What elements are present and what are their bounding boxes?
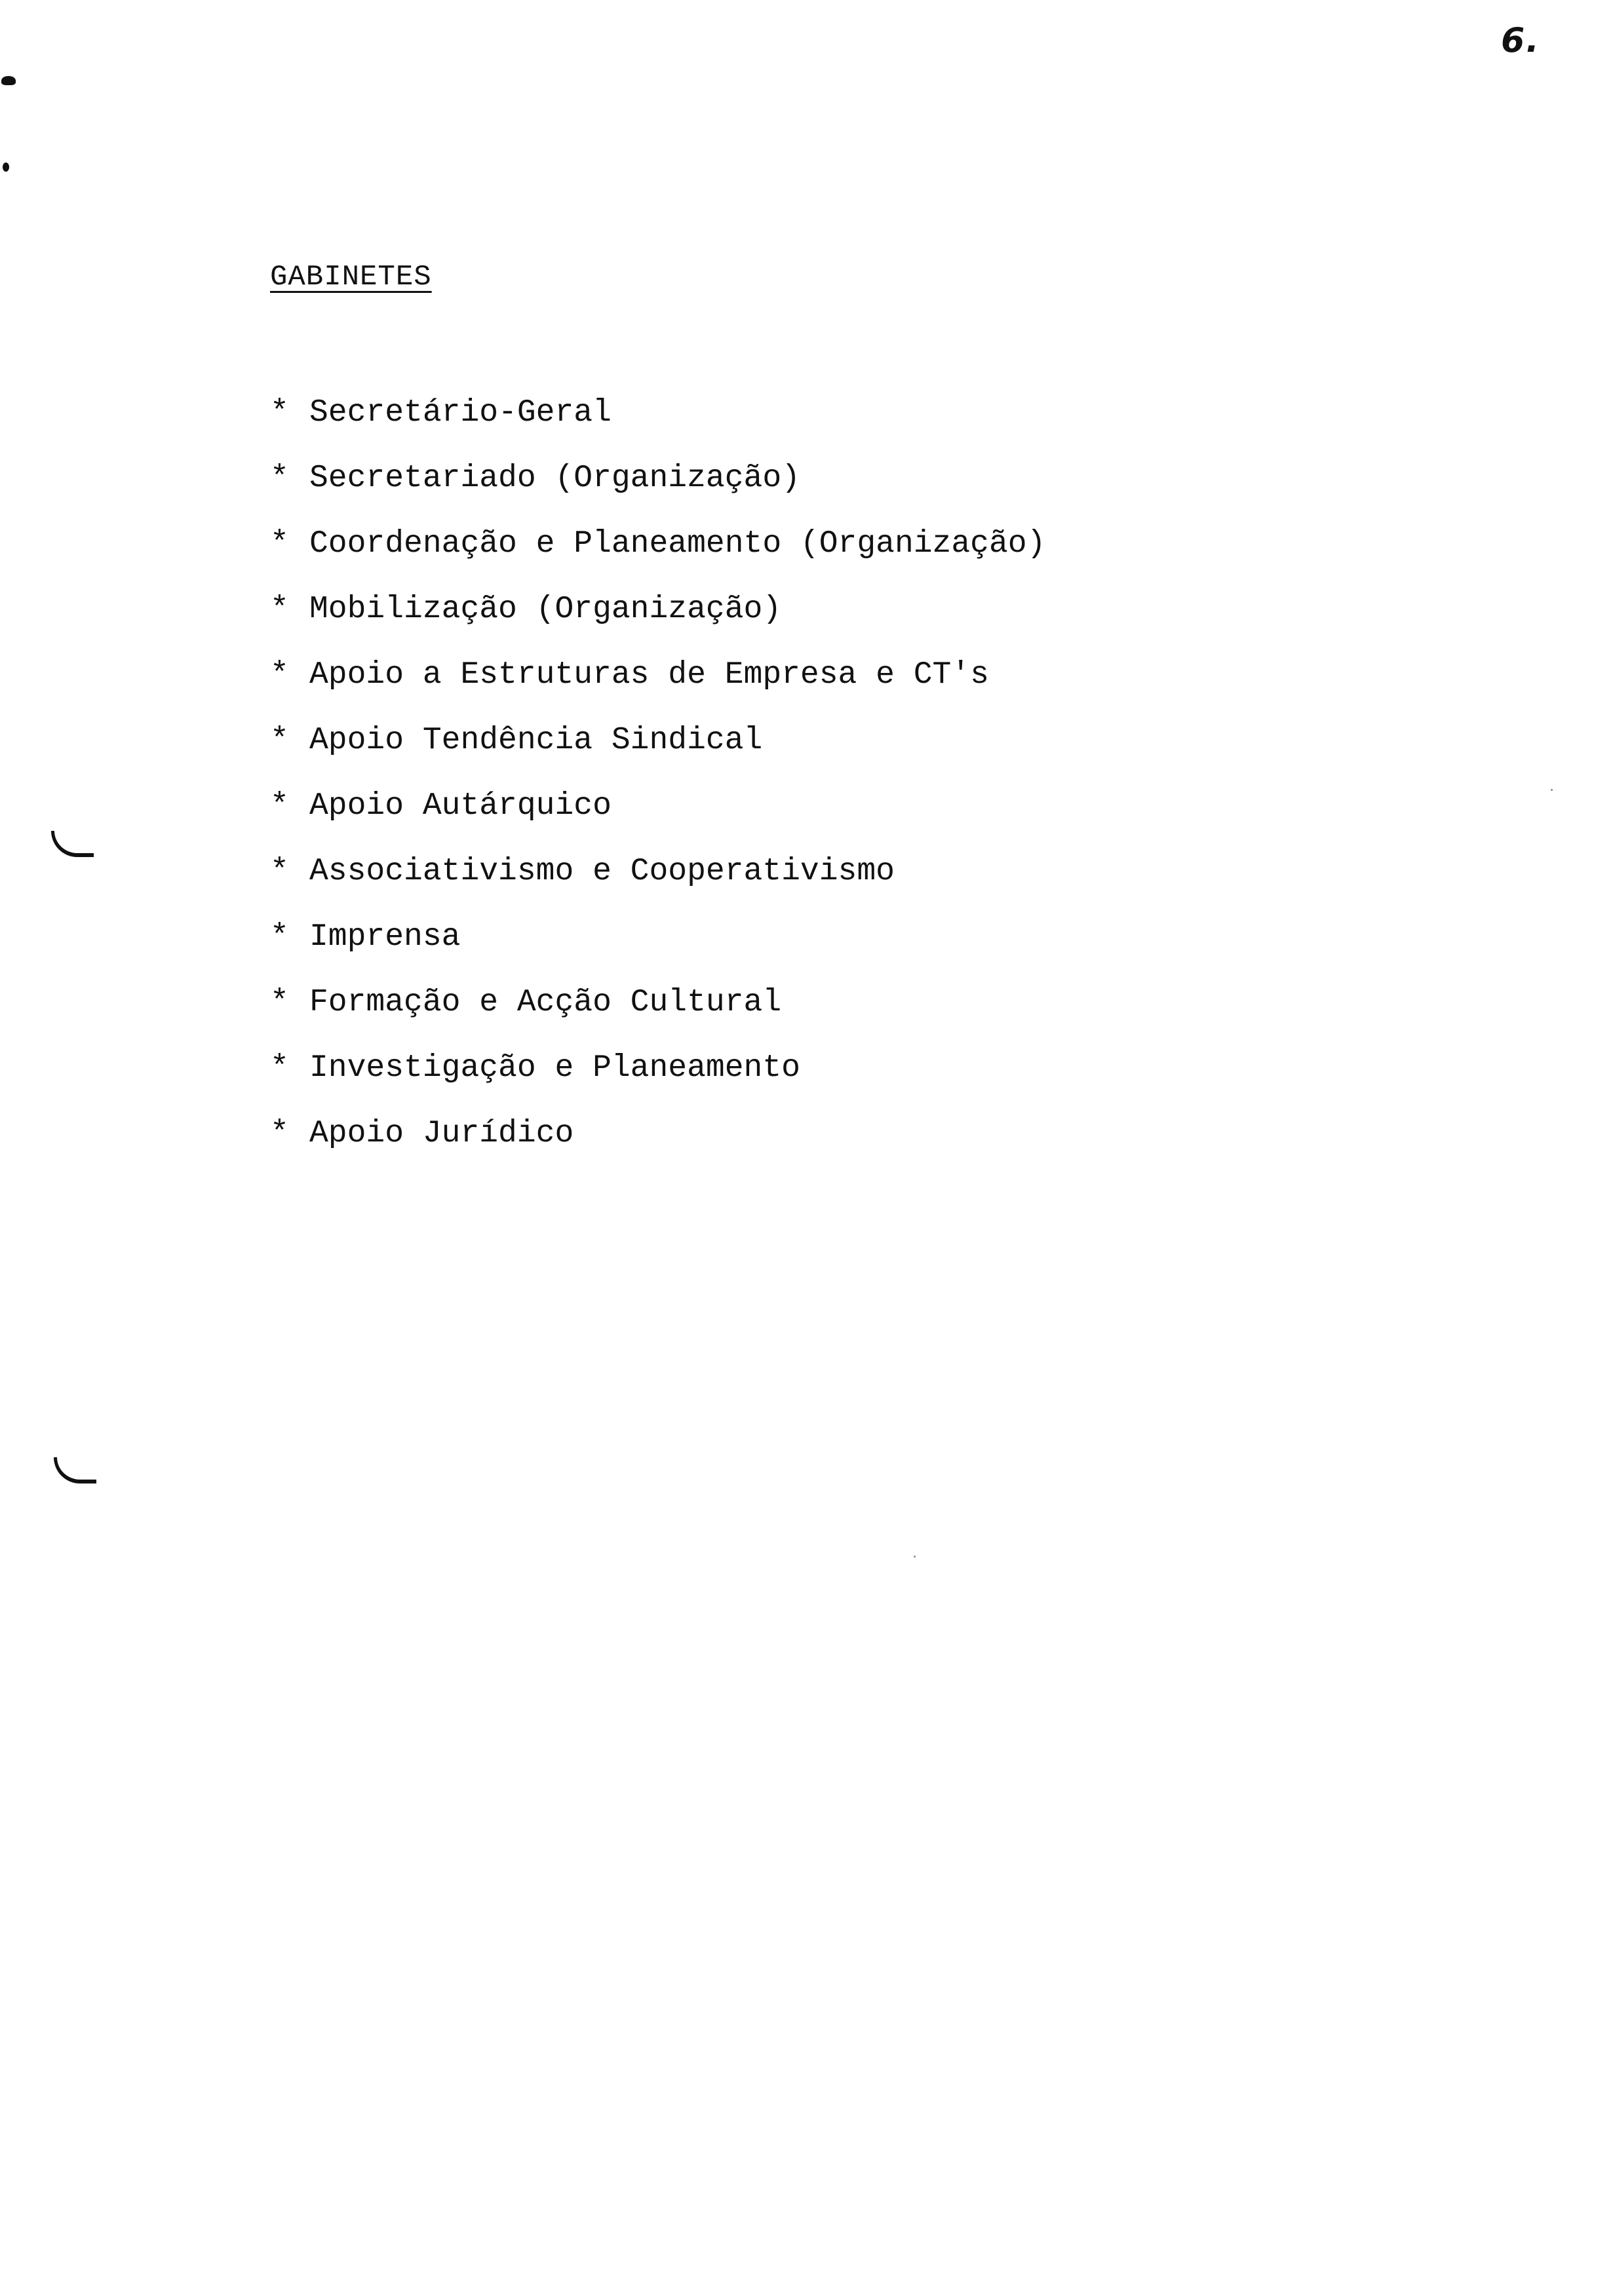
bullet-asterisk: *: [270, 526, 289, 562]
punch-hole-mark: [1, 76, 16, 85]
scan-speck: [914, 1556, 916, 1558]
binder-mark-lower: [54, 1457, 96, 1483]
list-item-label: Secretário-Geral: [309, 395, 612, 430]
list-item: [270, 583, 1045, 649]
list-item: [270, 518, 1045, 583]
scan-speck: [1551, 789, 1553, 791]
list-item: [270, 1107, 1045, 1173]
list-item-label: Formação e Acção Cultural: [309, 985, 782, 1020]
list-item: [270, 452, 1045, 518]
bullet-asterisk: *: [270, 461, 289, 496]
list-item: [270, 976, 1045, 1042]
list-item: [270, 649, 1045, 714]
list-item-label: Apoio a Estruturas de Empresa e CT's: [309, 657, 989, 693]
bullet-asterisk: *: [270, 592, 289, 627]
list-item: [270, 911, 1045, 976]
list-item-label: Investigação e Planeamento: [309, 1050, 800, 1086]
bullet-asterisk: *: [270, 657, 289, 693]
list-item-label: Imprensa: [309, 919, 461, 955]
binder-mark-upper: [51, 831, 94, 857]
bullet-asterisk: *: [270, 854, 289, 889]
list-item-label: Coordenação e Planeamento (Organização): [309, 526, 1046, 562]
list-item-label: Secretariado (Organização): [309, 461, 800, 496]
list-item: [270, 845, 1045, 911]
list-item-label: Apoio Autárquico: [309, 788, 612, 824]
bullet-asterisk: *: [270, 395, 289, 430]
list-item-label: Mobilização (Organização): [309, 592, 782, 627]
bullet-asterisk: *: [270, 985, 289, 1020]
list-item: [270, 714, 1045, 780]
list-item-label: Associativismo e Cooperativismo: [309, 854, 895, 889]
bullet-asterisk: *: [270, 1116, 289, 1151]
bullet-asterisk: *: [270, 788, 289, 824]
page-number: 6.: [1501, 21, 1540, 60]
section-heading: GABINETES: [270, 261, 432, 294]
bullet-asterisk: *: [270, 1050, 289, 1086]
list-item: [270, 387, 1045, 452]
list-item: [270, 1042, 1045, 1107]
list-item: [270, 780, 1045, 845]
bullet-asterisk: *: [270, 723, 289, 758]
punch-hole-dot: [3, 163, 9, 172]
gabinetes-list: [270, 387, 1045, 1173]
list-item-label: Apoio Tendência Sindical: [309, 723, 763, 758]
bullet-asterisk: *: [270, 919, 289, 955]
list-item-label: Apoio Jurídico: [309, 1116, 574, 1151]
